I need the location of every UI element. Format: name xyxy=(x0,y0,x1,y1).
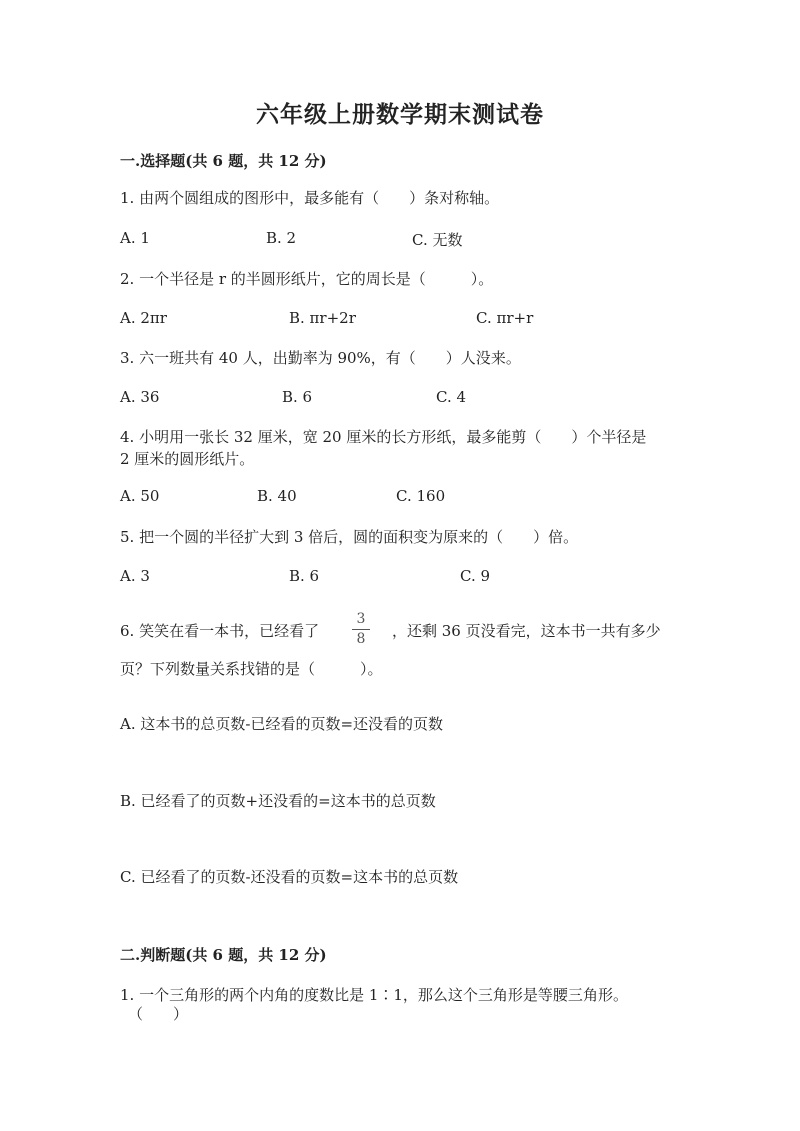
q3-option-a: A. 36 xyxy=(120,388,160,406)
fraction-numerator: 3 xyxy=(356,611,366,627)
q2-option-c: C. πr+r xyxy=(476,309,534,327)
question-6-line-2: 页？下列数量关系找错的是（ ）。 xyxy=(120,660,383,678)
q4-option-b: B. 40 xyxy=(257,487,297,505)
question-6-part-2: ，还剩 36 页没看完，这本书一共有多少 xyxy=(392,622,661,640)
q3-option-b: B. 6 xyxy=(282,388,313,406)
fraction-bar xyxy=(352,629,370,630)
q6-option-a: A. 这本书的总页数-已经看的页数=还没看的页数 xyxy=(120,715,444,733)
q1-option-a: A. 1 xyxy=(120,229,150,247)
q1-option-b: B. 2 xyxy=(266,229,297,247)
q2-option-b: B. πr+2r xyxy=(289,309,356,327)
question-1: 1. 由两个圆组成的图形中，最多能有（ ）条对称轴。 xyxy=(120,189,500,207)
q5-option-c: C. 9 xyxy=(460,567,491,585)
question-4-line-1: 4. 小明用一张长 32 厘米，宽 20 厘米的长方形纸，最多能剪（ ）个半径是 xyxy=(120,428,647,446)
q5-option-b: B. 6 xyxy=(289,567,320,585)
q3-option-c: C. 4 xyxy=(436,388,467,406)
question-5: 5. 把一个圆的半径扩大到 3 倍后，圆的面积变为原来的（ ）倍。 xyxy=(120,528,579,546)
section-heading-choice: 一.选择题(共 6 题，共 12 分) xyxy=(120,152,327,170)
q2-option-a: A. 2πr xyxy=(120,309,167,327)
q4-option-c: C. 160 xyxy=(396,487,446,505)
page-title: 六年级上册数学期末测试卷 xyxy=(256,101,544,128)
q4-option-a: A. 50 xyxy=(120,487,160,505)
judgement-1-line-1: 1. 一个三角形的两个内角的度数比是 1∶1，那么这个三角形是等腰三角形。 xyxy=(120,986,628,1004)
q1-option-c: C. 无数 xyxy=(412,231,463,249)
q6-option-b: B. 已经看了的页数+还没看的=这本书的总页数 xyxy=(120,792,436,810)
q6-option-c: C. 已经看了的页数-还没看的页数=这本书的总页数 xyxy=(120,868,459,886)
section-heading-judgement: 二.判断题(共 6 题，共 12 分) xyxy=(120,946,327,964)
question-6-part-1: 6. 笑笑在看一本书，已经看了 xyxy=(120,622,320,640)
question-2: 2. 一个半径是 r 的半圆形纸片，它的周长是（ ）。 xyxy=(120,270,494,288)
fraction-denominator: 8 xyxy=(356,631,366,647)
question-4-line-2: 2 厘米的圆形纸片。 xyxy=(120,450,255,468)
judgement-1-line-2: （ ） xyxy=(128,1005,189,1023)
question-3: 3. 六一班共有 40 人，出勤率为 90%，有（ ）人没来。 xyxy=(120,349,521,367)
fraction-three-eighths xyxy=(352,612,370,647)
q5-option-a: A. 3 xyxy=(120,567,150,585)
